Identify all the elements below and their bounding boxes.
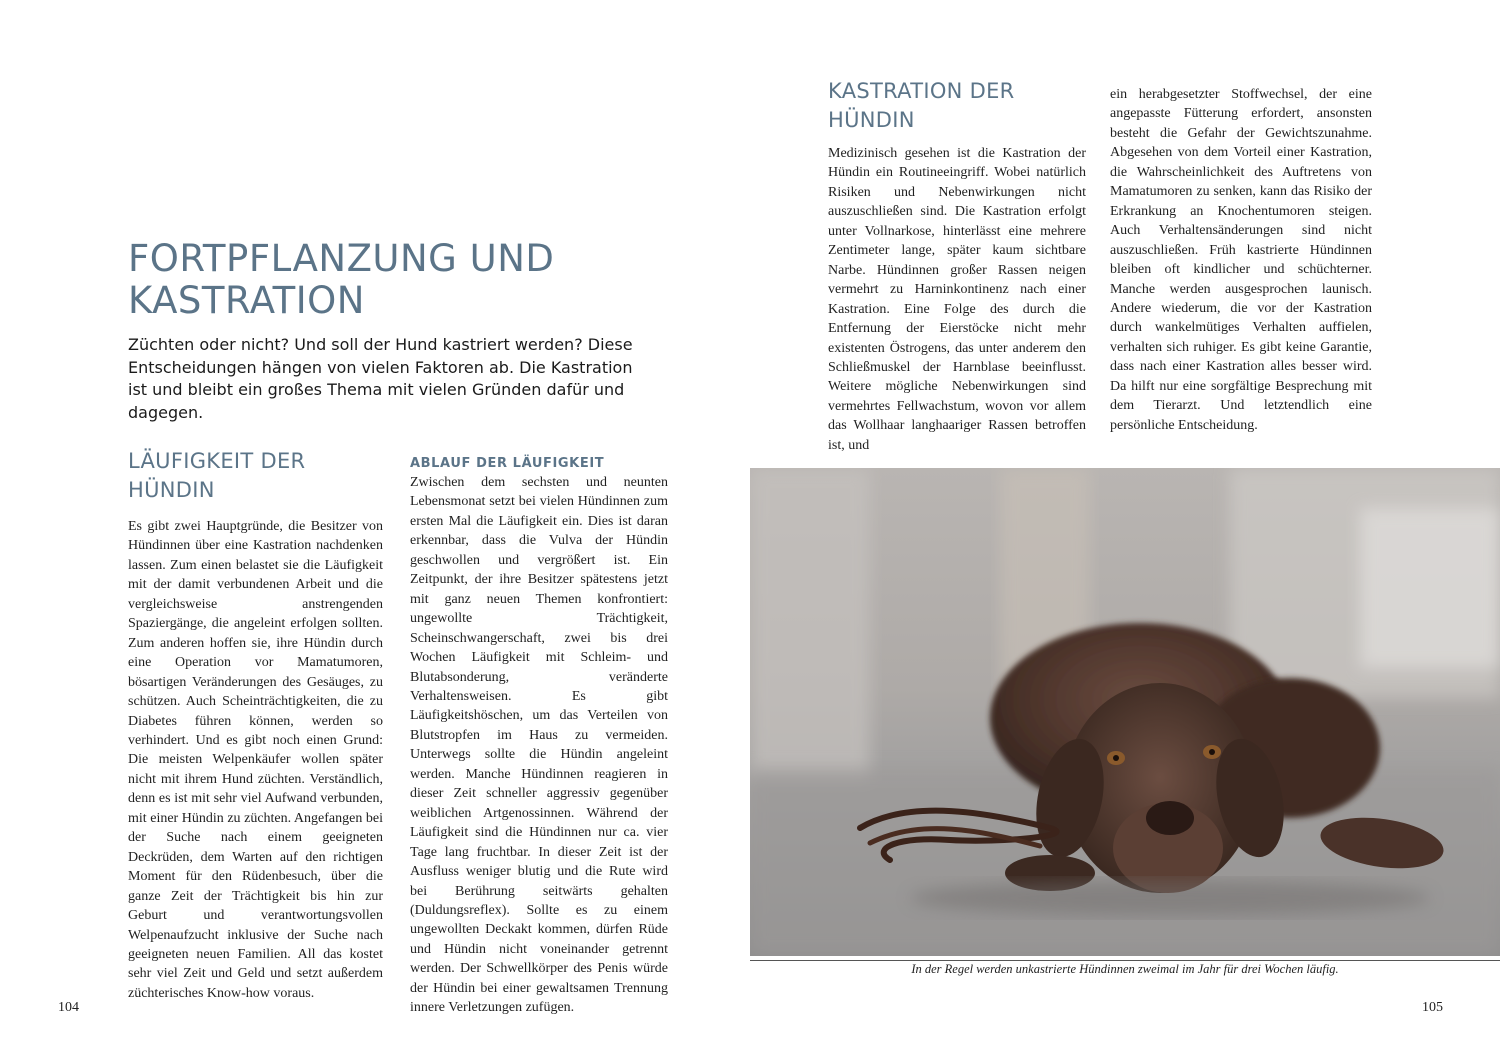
photo-caption: In der Regel werden unkastrierte Hündinnen zweimal im Jahr für drei Wochen läufig.: [911, 962, 1339, 976]
section-heading-laeufigkeit: [128, 447, 383, 505]
section-heading-kastration-line2: HÜNDIN: [828, 108, 915, 132]
dog-photo-illustration: [750, 468, 1500, 956]
dog-photo: [750, 468, 1500, 956]
body-text-kastration-col1: Medizinisch gesehen ist die Kastration der Hündin ein Routineeingriff. Wobei natürlich Risiken und Nebenwirkungen nicht auszuschließen sind. Die Kastration erfolgt unter Vollnarkose, hinterlässt eine mehrere Zentimeter lange, später kaum sichtbare Narbe. Hündinnen großer Rassen neigen vermehrt zu Harninkontinenz nach einer Kastration. Eine Folge des durch die Entfernung der Eierstöcke nicht mehr existenten Östrogens, das unter anderem den Schließmuskel der Harnblase beeinflusst. Weitere mögliche Nebenwirkungen sind vermehrtes Fellwachstum, wovon vor allem das Wollhaar langhaariger Rassen betroffen ist, und: [828, 146, 1086, 453]
caption-rule: [750, 960, 1500, 961]
section-heading-kastration: [828, 77, 1086, 135]
body-text-ablauf: Zwischen dem sechsten und neunten Lebensmonat setzt bei vielen Hündinnen zum ersten Mal die Läufigkeit ein. Dies ist daran erkennbar, dass die Vulva der Hündin geschwollen und vergrößert ist. Ein Zeitpunkt, der ihre Besitzer spätestens jetzt mit ganz neuen Themen konfrontiert: ungewollte Trächtigkeit, Scheinschwangerschaft, zwei bis drei Wochen Läufigkeit mit Schleim- und Blutabsonderung, veränderte Verhaltensweisen. Es gibt Läufigkeitshöschen, um das Verteilen von Blutstropfen im Haus zu vermeiden. Unterwegs sollte die Hündin angeleint werden. Manche Hündinnen reagieren in dieser Zeit schneller aggressiv gegenüber weiblichen Artgenossinnen. Während der Läufigkeit sind die Hündinnen nur ca. vier Tage lang fruchtbar. In dieser Zeit ist der Ausfluss weniger blutig und die Rute wird bei Berührung seitwärts gehalten (Duldungsreflex). Sollte es zu einem ungewollten Deckakt kommen, dürfen Rüde und Hündin nicht voneinander getrennt werden. Der Schwellkörper des Penis würde der Hündin bei einer gewaltsamen Trennung innere Verletzungen zufügen.: [410, 475, 668, 1016]
section-laeufigkeit: [128, 447, 383, 1003]
subheading-ablauf: ABLAUF DER LÄUFIGKEIT: [410, 456, 605, 471]
right-page: [750, 0, 1500, 1059]
section-kastration: [828, 77, 1086, 455]
chapter-title-line2: KASTRATION: [128, 279, 365, 322]
section-ablauf: [410, 455, 668, 1018]
page-number-right: 105: [1422, 1000, 1443, 1015]
section-heading-kastration-line1: KASTRATION DER: [828, 79, 1015, 103]
lead-paragraph: Züchten oder nicht? Und soll der Hund kastriert werden? Diese Entscheidungen hängen von vielen Faktoren ab. Die Kastration ist und bleibt ein großes Thema mit vielen Gründen dafür und dagegen.: [128, 335, 633, 422]
body-text-kastration-col2: ein herabgesetzter Stoffwechsel, der eine angepasste Fütterung erfordert, ansonsten besteht die Gefahr der Gewichtszunahme. Abgesehen von dem Vorteil einer Kastration, die Wahrscheinlichkeit des Auftretens von Mamatumoren zu senken, kann das Risiko der Erkrankung an Knochentumoren steigen. Auch Verhaltensänderungen sind nicht auszuschließen. Früh kastrierte Hündinnen bleiben oft kindlicher und schüchterner. Manche werden ausgesprochen launisch. Andere wiederum, die vor der Kastration durch wankelmütiges Verhalten auffielen, verhalten sich ruhiger. Es gibt keine Garantie, dass nach einer Kastration alles besser wird. Da hilft nur eine sorgfältige Besprechung mit dem Tierarzt. Und letztendlich eine persönliche Entscheidung.: [1110, 87, 1372, 433]
page-number-left: 104: [58, 1000, 79, 1015]
chapter-title: [128, 238, 648, 322]
section-kastration-col2: [1110, 85, 1372, 435]
chapter-title-line1: FORTPFLANZUNG UND: [128, 237, 555, 280]
body-text-laeufigkeit: Es gibt zwei Hauptgründe, die Besitzer von Hündinnen über eine Kastration nachdenken lassen. Zum einen belastet sie die Läufigkeit mit der damit verbundenen Arbeit und die vergleichsweise anstrengenden Spaziergänge, die angeleint erfolgen sollten. Zum anderen hoffen sie, ihre Hündin durch eine Operation vor Mamatumoren, bösartigen Veränderungen des Gesäuges, zu schützen. Auch Scheinträchtigkeiten, die zu Diabetes führen können, werden so verhindert. Und es gibt noch einen Grund: Die meisten Welpenkäufer wollen später nicht mit ihrem Hund züchten. Verständlich, denn es ist mit sehr viel Aufwand verbunden, mit einer Hündin zu züchten. Angefangen bei der Suche nach einem geeigneten Deckrüden, dem Warten auf den richtigen Moment für den Rüdenbesuch, über die ganze Zeit der Trächtigkeit bis hin zur Geburt und verantwortungsvollen Welpenaufzucht inklusive der Suche nach geeigneten neuen Familien. All das kostet sehr viel Zeit und Geld und setzt außerdem züchterisches Know-how voraus.: [128, 519, 383, 1001]
section-heading-laeufigkeit-line2: HÜNDIN: [128, 478, 215, 502]
section-heading-laeufigkeit-line1: LÄUFIGKEIT DER: [128, 449, 306, 473]
